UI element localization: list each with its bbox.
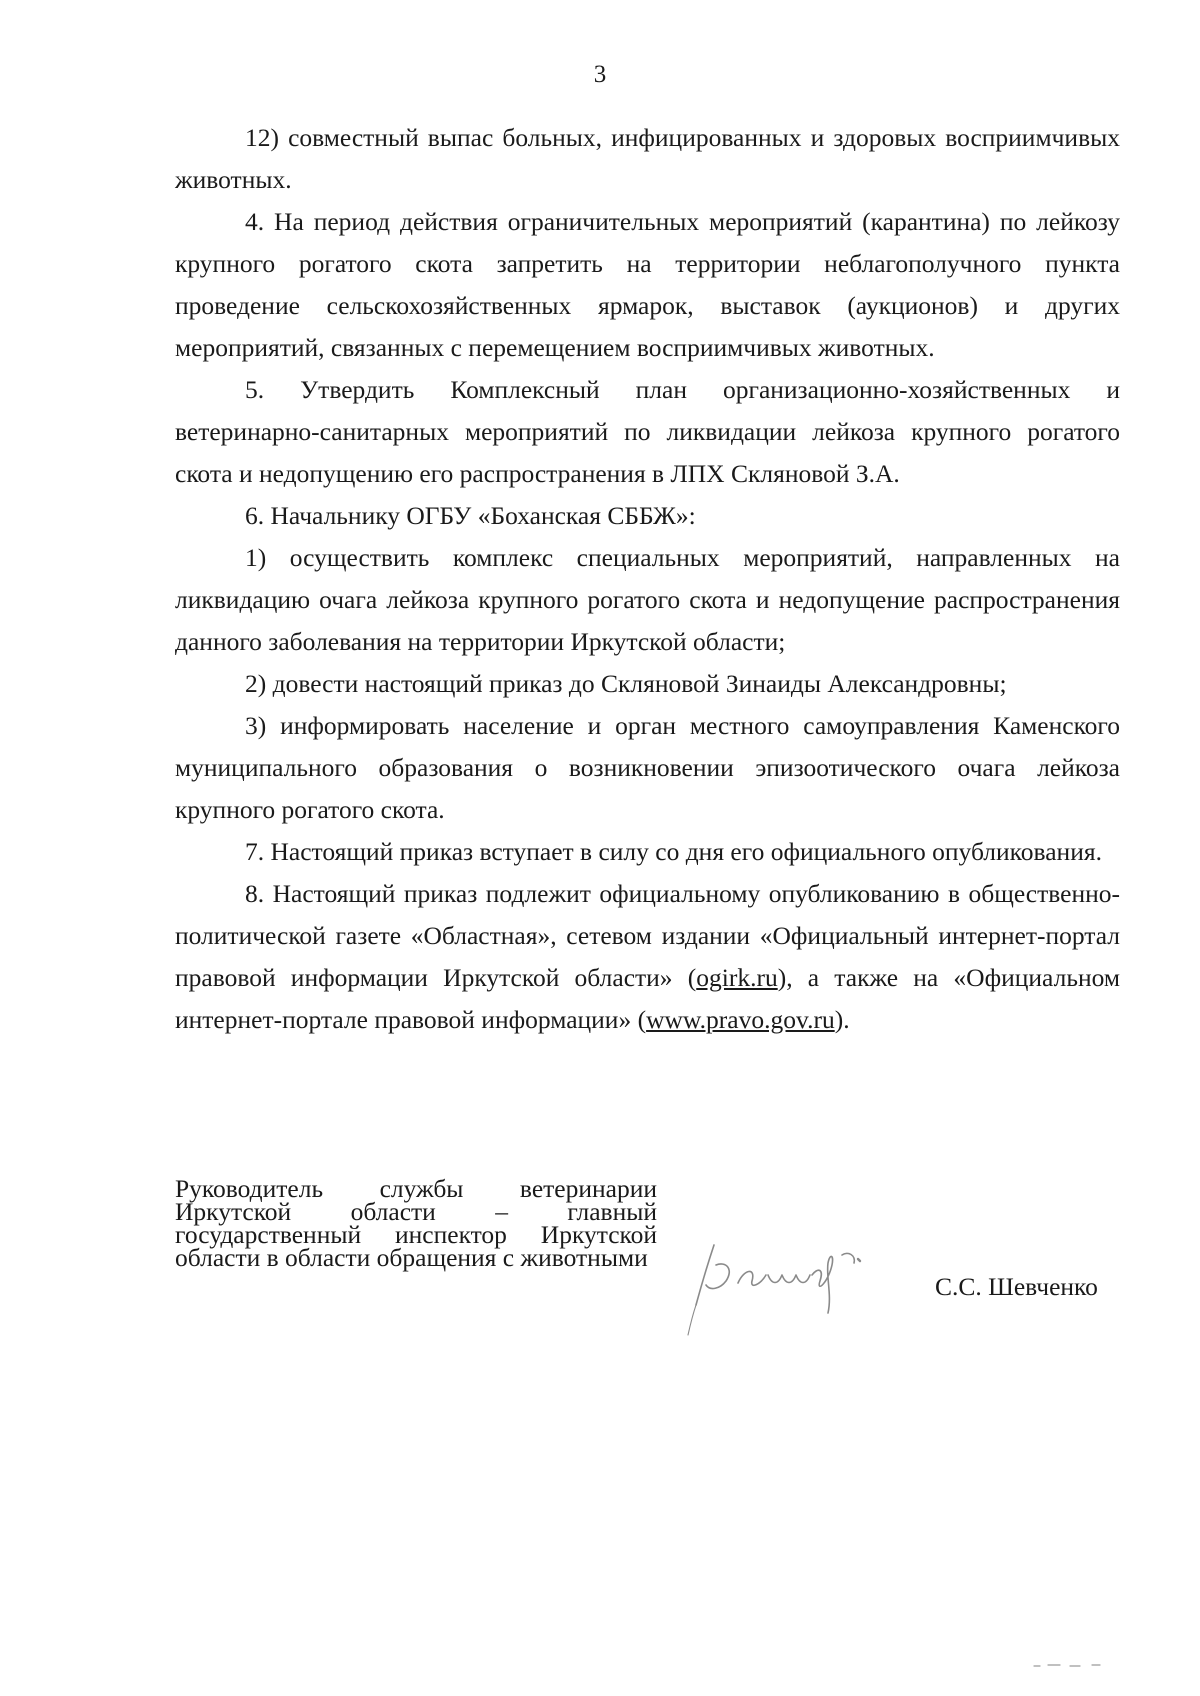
paragraph-4: 4. На период действия ограничительных мероприятий (карантина) по лейкозу крупного рогатого скота запретить на территории неблагополучного пункта проведение сельскохозяйственных ярмарок, выставок (аукционов) и других мероприятий, связанных с перемещением восприимчивых животных. [175, 207, 1120, 362]
paragraph-item-12: 12) совместный выпас больных, инфицированных и здоровых восприимчивых животных. [175, 123, 1120, 194]
paragraph-6-item-3: 3) информировать население и орган местного самоуправления Каменского муниципального образования о возникновении эпизоотического очага лейкоза крупного рогатого скота. [175, 711, 1120, 824]
scan-artifact [1030, 1660, 1120, 1670]
ogirk-link[interactable]: ogirk.ru [696, 963, 778, 992]
signer-name: С.С. Шевченко [935, 1272, 1098, 1301]
paragraph-8-text-end: ). [834, 1005, 850, 1034]
page-number: 3 [593, 61, 607, 88]
document-body [175, 117, 1120, 1041]
paragraph-6-item-2: 2) довести настоящий приказ до Скляновой Зинаиды Александровны; [245, 669, 1007, 698]
paragraph-7: 7. Настоящий приказ вступает в силу со дня его официального опубликования. [245, 837, 1102, 866]
signer-position-title: Руководитель службы ветеринарии Иркутской области – главный государственный инспектор Иркутской области в области обращения с животными [175, 1174, 657, 1272]
paragraph-5: 5. Утвердить Комплексный план организационно-хозяйственных и ветеринарно-санитарных мероприятий по ликвидации лейкоза крупного рогатого скота и недопущению его распространения в ЛПХ Скляновой З.А. [175, 375, 1120, 488]
paragraph-8 [175, 873, 1120, 1041]
paragraph-8-text-start: 8. Настоящий приказ подлежит официальному опубликованию в общественно-политической газете «Областная», сетевом издании «Официальный интернет-портал правовой информации Иркутской области» ( [175, 879, 1120, 992]
paragraph-8-text-middle: ), а также на «Официальном интернет-портале правовой информации» ( [175, 963, 1120, 1034]
paragraph-6-item-1: 1) осуществить комплекс специальных мероприятий, направленных на ликвидацию очага лейкоза крупного рогатого скота и недопущение распространения данного заболевания на территории Иркутской области; [175, 543, 1120, 656]
pravo-gov-link[interactable]: www.pravo.gov.ru [646, 1005, 835, 1034]
handwritten-signature [682, 1225, 922, 1345]
paragraph-6: 6. Начальнику ОГБУ «Боханская СББЖ»: [245, 501, 696, 530]
